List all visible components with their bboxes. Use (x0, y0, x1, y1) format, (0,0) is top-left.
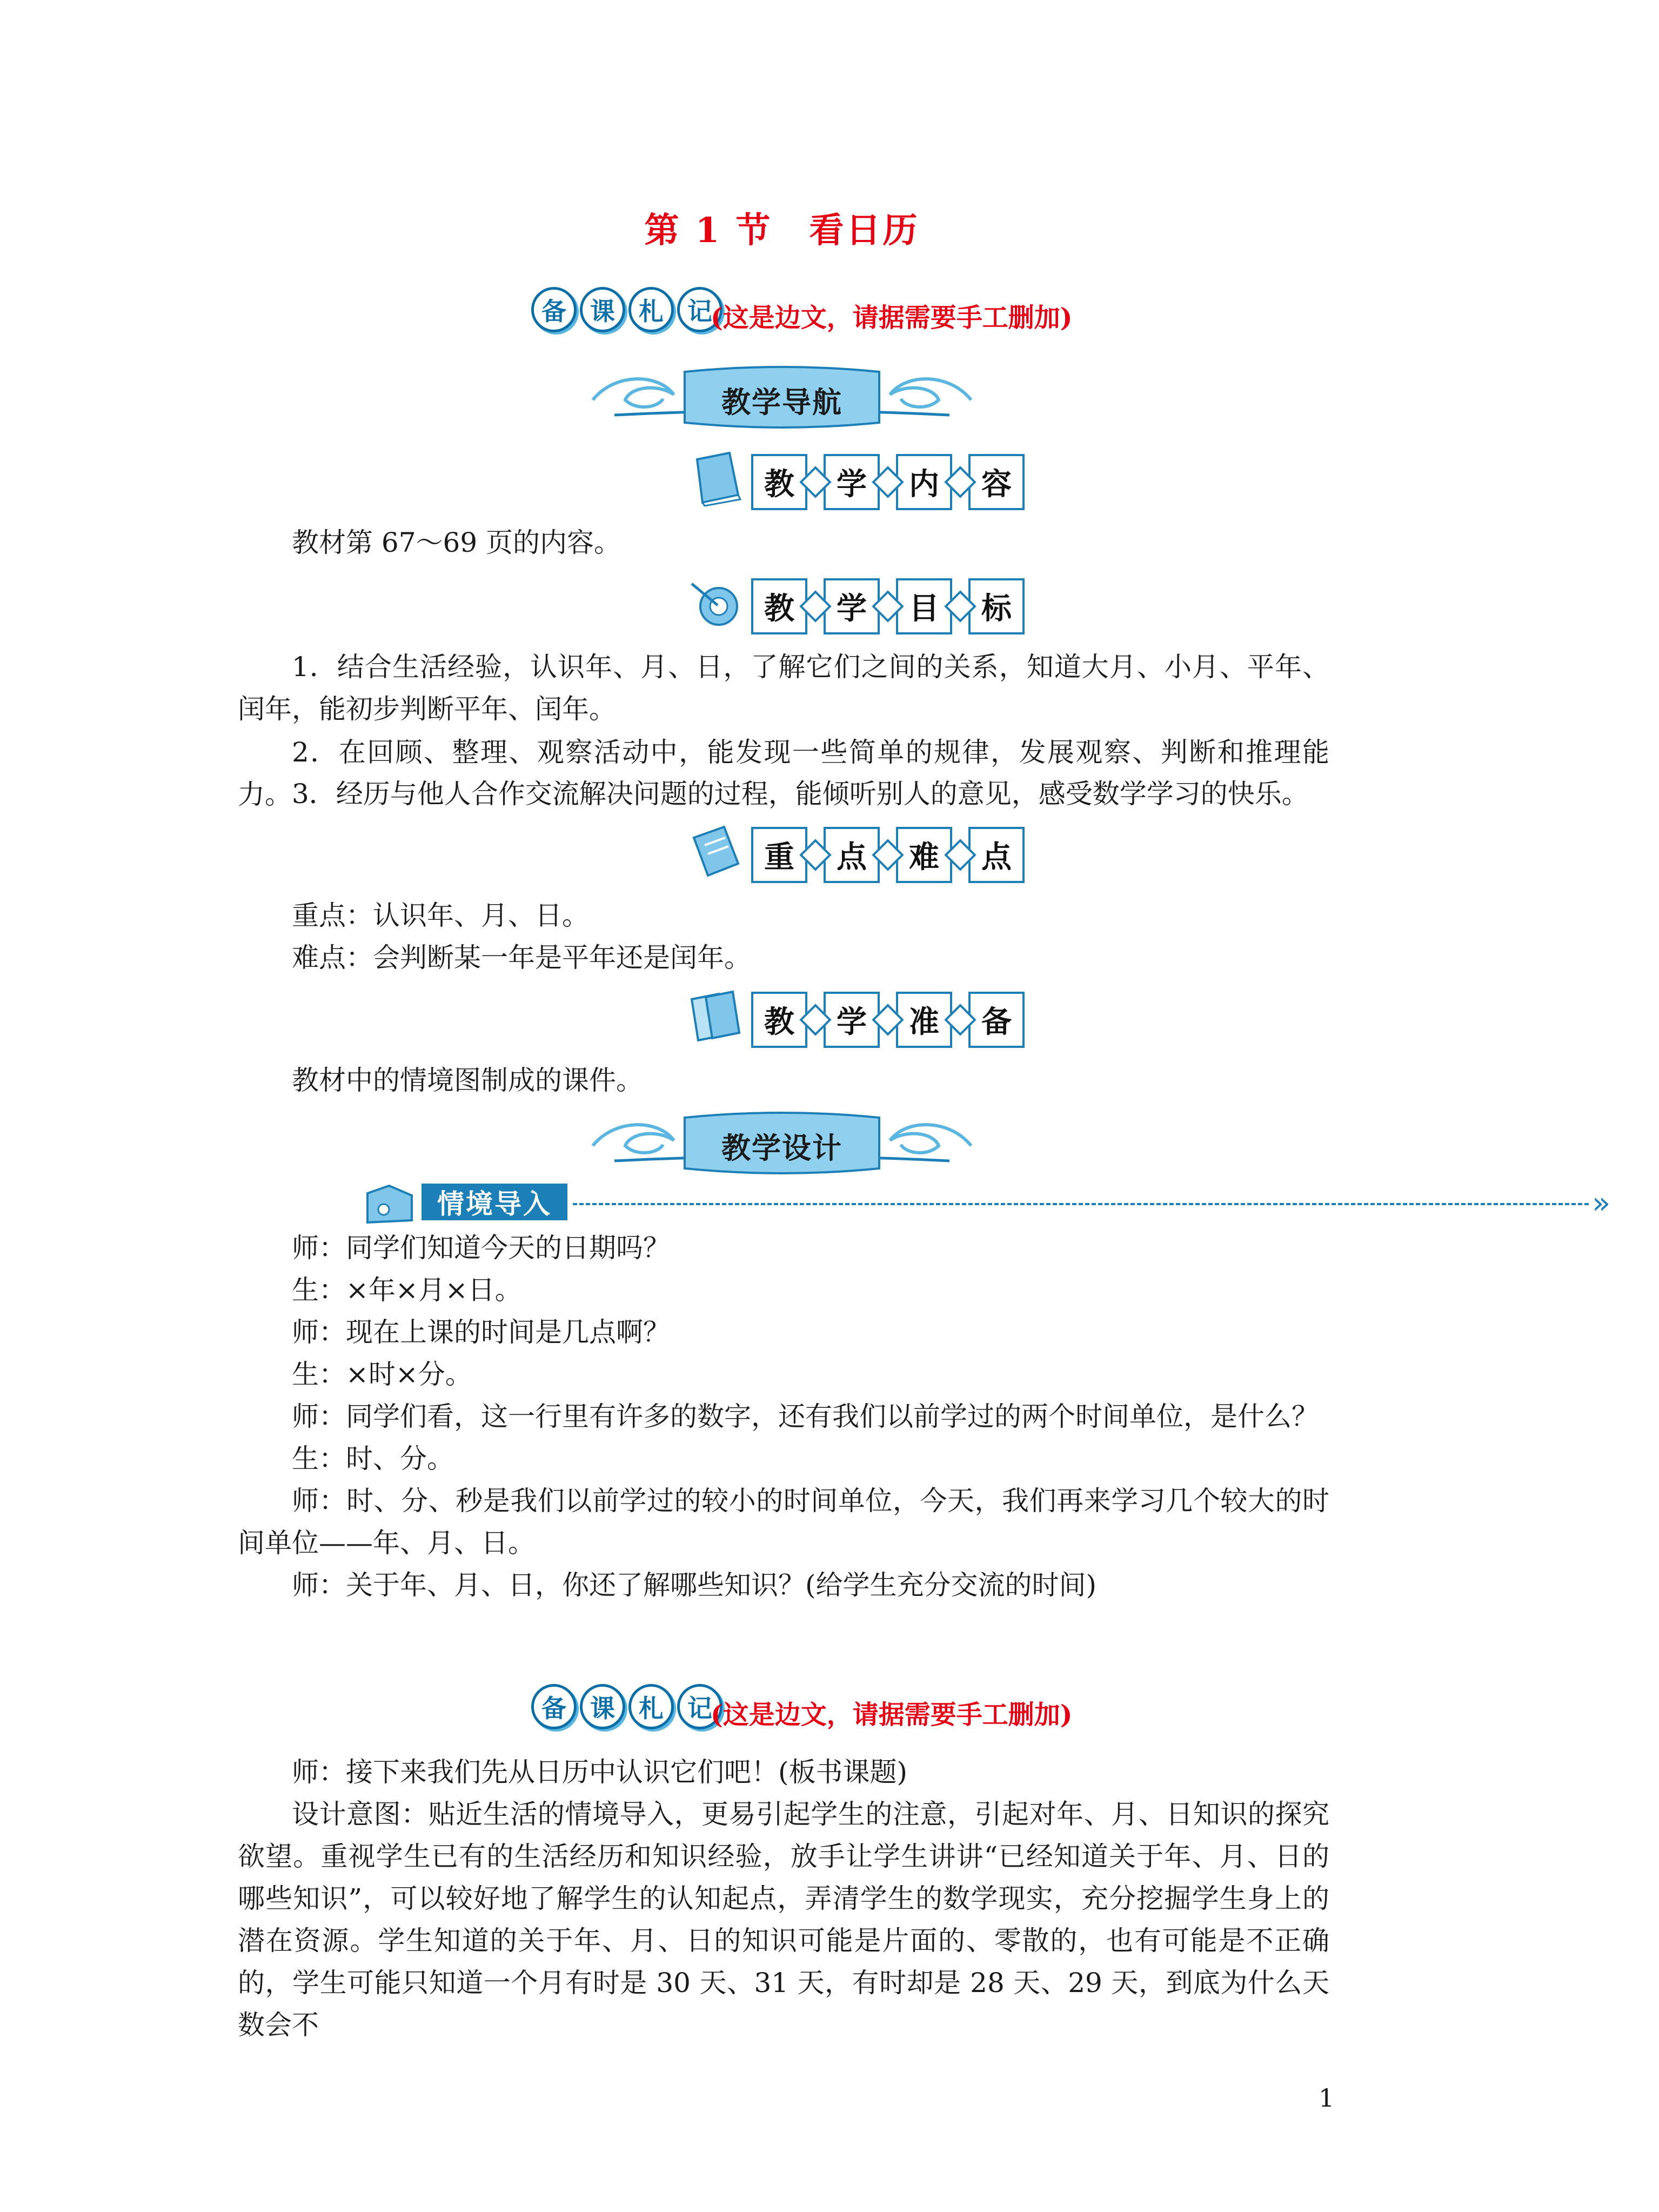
section-char: 教 (751, 454, 807, 510)
double-arrow-icon: » (1592, 1186, 1611, 1221)
dialogue-line: 师：时、分、秒是我们以前学过的较小的时间单位，今天，我们再来学习几个较大的时间单位——年、月、日。 (238, 1485, 1329, 1559)
section-char: 容 (968, 454, 1025, 510)
dialogue-line: 生：×时×分。 (292, 1359, 472, 1390)
section-char: 目 (896, 578, 952, 634)
dashed-divider (573, 1203, 1589, 1205)
key-point: 重点：认识年、月、日。 (292, 900, 589, 931)
target-icon (686, 573, 746, 632)
section-teaching-prep (686, 986, 1011, 1051)
badge-char: 备 (531, 1684, 577, 1729)
badge-char: 札 (628, 287, 674, 332)
page-number: 1 (1319, 2083, 1335, 2113)
section-char: 学 (824, 992, 880, 1048)
document-icon (686, 821, 746, 881)
dialogue-line: 师：现在上课的时间是几点啊？ (292, 1316, 670, 1348)
section-char: 点 (824, 827, 880, 883)
section-teaching-content (686, 449, 1011, 513)
dialogue-line: 师：接下来我们先从日历中认识它们吧！(板书课题) (292, 1756, 908, 1788)
design-intent-paragraph: 设计意图：贴近生活的情境导入，更易引起学生的注意，引起对年、月、日知识的探究欲望。重视学生已有的生活经历和知识经验，放手让学生讲讲“已经知道关于年、月、日的哪些知识”，可以较好地了解学生的认知起点，弄清学生的数学现实，充分挖掘学生身上的潜在资源。学生知道的关于年、月、日的知识可能是片面的、零散的，也有可能是不正确的，学生可能只知道一个月有时是 30 天、31 天，有时却是 28 天、29 天，到底为什么天数会不 (238, 1799, 1329, 2041)
section-char: 备 (968, 992, 1025, 1048)
badge-char: 课 (580, 1684, 625, 1729)
prep-notes-badge (527, 284, 712, 338)
dialogue-line: 生：时、分。 (292, 1443, 454, 1474)
section-char: 准 (896, 992, 952, 1048)
banner-teaching-guide (582, 357, 982, 438)
section-char: 教 (751, 578, 807, 634)
margin-note: (这是边文，请据需要手工删加) (711, 1700, 1073, 1730)
section-teaching-goals (686, 573, 1011, 638)
content-text: 教材第 67～69 页的内容。 (292, 527, 621, 558)
goal-item: 1．结合生活经验，认识年、月、日，了解它们之间的关系，知道大月、小月、平年、闰年，能初步判断平年、闰年。 (238, 651, 1329, 725)
prep-notes-header (527, 284, 1175, 343)
section-char: 教 (751, 992, 807, 1048)
badge-char: 课 (580, 287, 625, 332)
prep-notes-badge (527, 1681, 712, 1735)
section-char: 学 (824, 454, 880, 510)
scene-intro-label: 情境导入 (422, 1184, 567, 1220)
dialogue-line: 生：×年×月×日。 (292, 1274, 522, 1306)
folder-icon (362, 1177, 416, 1229)
section-char: 内 (896, 454, 952, 510)
dialogue-line: 师：同学们看，这一行里有许多的数字，还有我们以前学过的两个时间单位，是什么？ (292, 1401, 1319, 1432)
section-char: 标 (968, 578, 1025, 634)
prep-notes-header (527, 1681, 1175, 1740)
scene-intro-bar (362, 1173, 1659, 1232)
section-char: 难 (896, 827, 952, 883)
goal-item: 3．经历与他人合作交流解决问题的过程，能倾听别人的意见，感受数学学习的快乐。 (292, 778, 1309, 810)
badge-char: 备 (531, 287, 577, 332)
dialogue-line: 师：关于年、月、日，你还了解哪些知识？(给学生充分交流的时间) (292, 1569, 1097, 1601)
margin-note: (这是边文，请据需要手工删加) (711, 303, 1073, 333)
papers-icon (686, 986, 746, 1046)
banner-label: 教学导航 (721, 385, 842, 419)
book-icon (686, 449, 746, 508)
difficult-point: 难点：会判断某一年是平年还是闰年。 (292, 942, 751, 973)
section-key-points (686, 821, 1011, 886)
banner-label: 教学设计 (721, 1131, 842, 1165)
badge-char: 记 (677, 287, 723, 332)
section-char: 学 (824, 578, 880, 634)
section-char: 重 (751, 827, 807, 883)
section-char: 点 (968, 827, 1025, 883)
badge-char: 记 (677, 1684, 723, 1729)
badge-char: 札 (628, 1684, 674, 1729)
page-title: 第 1 节 看日历 (644, 210, 920, 251)
dialogue-line: 师：同学们知道今天的日期吗？ (292, 1232, 670, 1264)
goal-item: 2．在回顾、整理、观察活动中，能发现一些简单的规律，发展观察、判断和推理能力。 (238, 737, 1329, 810)
prep-text: 教材中的情境图制成的课件。 (292, 1065, 643, 1096)
banner-teaching-design (582, 1102, 982, 1184)
